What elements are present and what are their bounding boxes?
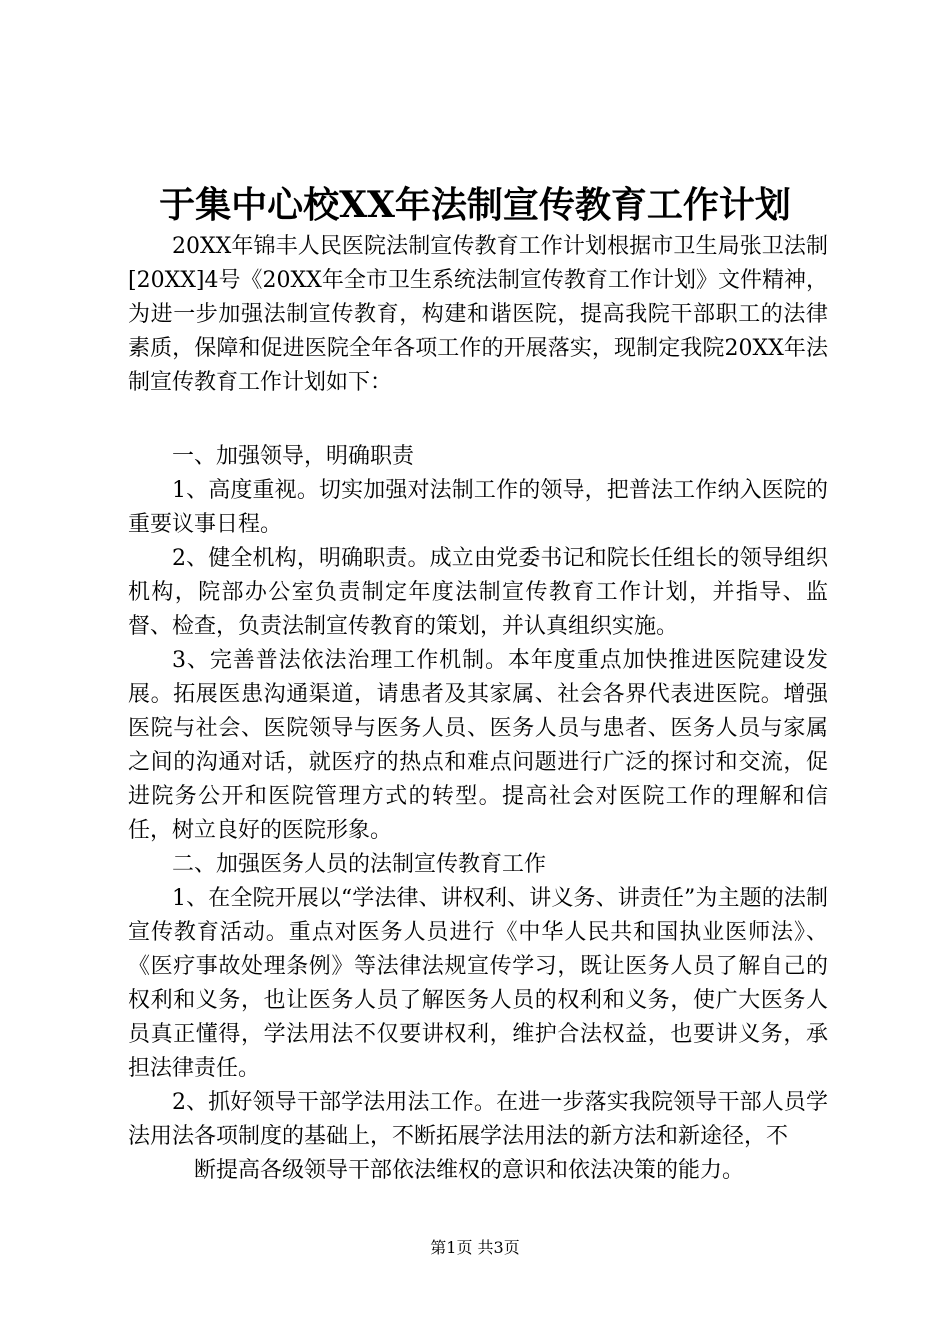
intro-paragraph: 20XX年锦丰人民医院法制宣传教育工作计划根据市卫生局张卫法制[20XX]4号《20XX年全市卫生系统法制宣传教育工作计划》文件精神，为进一步加强法制宣传教育，构建和谐医院，提高我院干部职工的法律素质，保障和促进医院全年各项工作的开展落实，现制定我院20XX年法制宣传教育工作计划如下： <box>128 234 828 395</box>
body-paragraph: 1、在全院开展以“学法律、讲权利、讲义务、讲责任”为主题的法制宣传教育活动。重点对医务人员进行《中华人民共和国执业医师法》、《医疗事故处理条例》等法律法规宣传学习，既让医务人员了解自己的权利和义务，也让医务人员了解医务人员的权利和义务，使广大医务人员真正懂得，学法用法不仅要讲权利，维护合法权益，也要讲义务，承担法律责任。 <box>128 886 828 1081</box>
body-paragraph: 2、健全机构，明确职责。成立由党委书记和院长任组长的领导组织机构，院部办公室负责制定年度法制宣传教育工作计划，并指导、监督、检查，负责法制宣传教育的策划，并认真组织实施。 <box>128 546 828 639</box>
continuation-paragraph: 断提高各级领导干部依法维权的意识和依法决策的能力。 <box>194 1158 745 1183</box>
section-heading-2: 二、加强医务人员的法制宣传教育工作 <box>172 852 547 877</box>
body-paragraph: 1、高度重视。切实加强对法制工作的领导，把普法工作纳入医院的重要议事日程。 <box>128 478 828 537</box>
section-heading-1: 一、加强领导，明确职责 <box>172 444 415 469</box>
body-paragraph: 3、完善普法依法治理工作机制。本年度重点加快推进医院建设发展。拓展医患沟通渠道，请患者及其家属、社会各界代表进医院。增强医院与社会、医院领导与医务人员、医务人员与患者、医务人员与家属之间的沟通对话，就医疗的热点和难点问题进行广泛的探讨和交流，促进院务公开和医院管理方式的转型。提高社会对医院工作的理解和信任，树立良好的医院形象。 <box>128 648 828 843</box>
body-paragraph: 2、抓好领导干部学法用法工作。在进一步落实我院领导干部人员学法用法各项制度的基础上，不断拓展学法用法的新方法和新途径，不 <box>128 1090 828 1149</box>
page-footer: 第1页 共3页 <box>430 1238 520 1257</box>
document-title: 于集中心校XX年法制宣传教育工作计划 <box>159 184 791 226</box>
document-body <box>128 230 828 1188</box>
